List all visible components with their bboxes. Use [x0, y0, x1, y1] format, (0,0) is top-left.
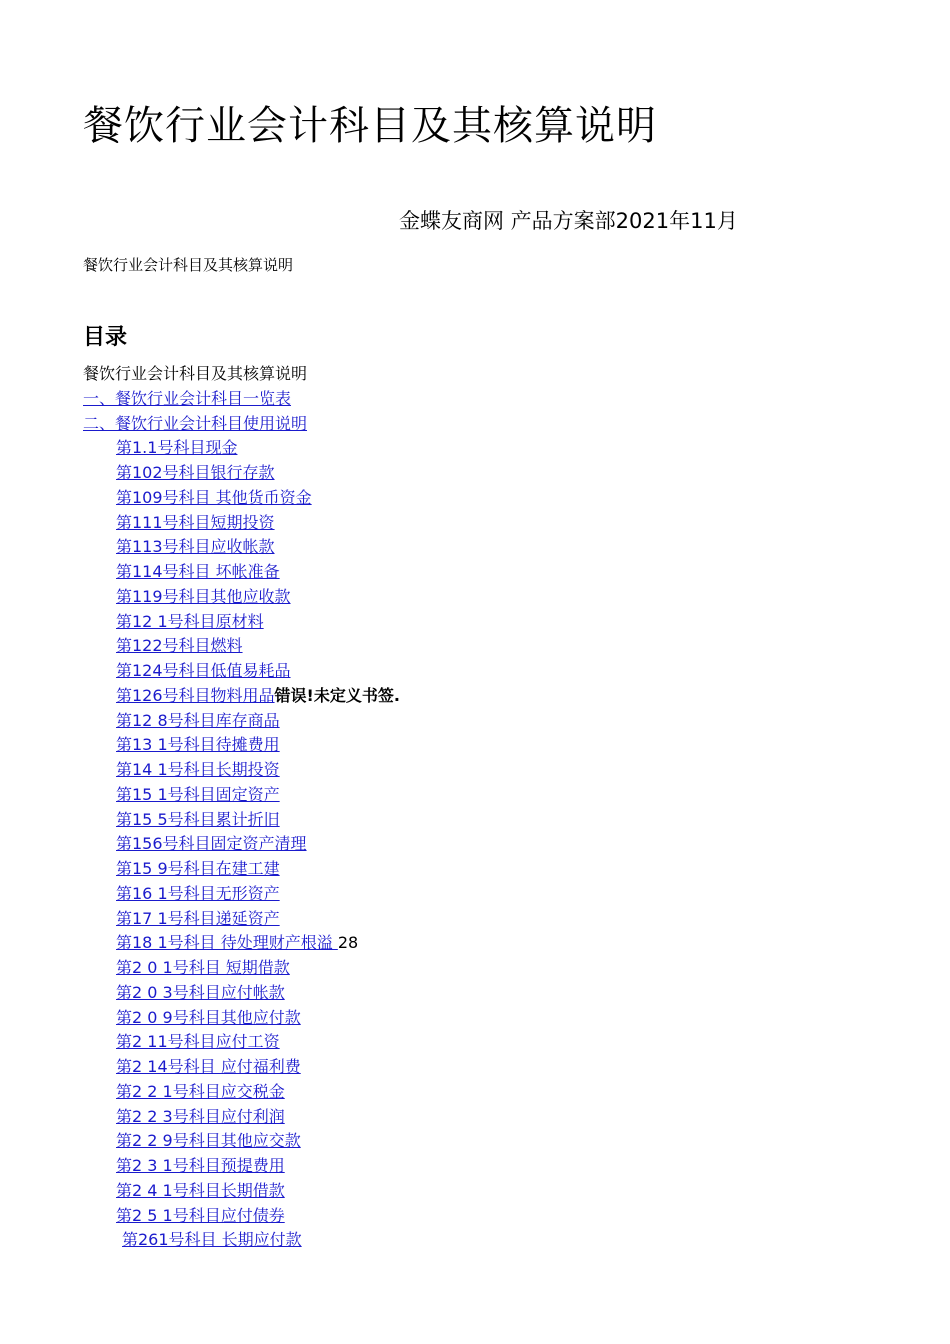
toc-link-156[interactable]: 第156号科目固定资产清理	[116, 834, 307, 854]
toc-link-section-1[interactable]: 一、餐饮行业会计科目一览表	[83, 388, 292, 408]
toc-link-223[interactable]: 第2 2 3号科目应付利润	[116, 1106, 285, 1126]
toc-link-251[interactable]: 第2 5 1号科目应付债券	[116, 1205, 285, 1225]
toc-link-122[interactable]: 第122号科目燃料	[116, 636, 243, 656]
toc-item[interactable]	[83, 783, 400, 808]
toc-root-entry: 餐饮行业会计科目及其核算说明	[83, 364, 308, 383]
toc-link-171[interactable]: 第17 1号科目递延资产	[116, 908, 280, 928]
toc-link-141[interactable]: 第14 1号科目长期投资	[116, 760, 280, 779]
toc-link-221[interactable]: 第2 2 1号科目应交税金	[116, 1081, 285, 1101]
toc-link-113[interactable]: 第113号科目应收帐款	[116, 537, 275, 557]
toc-link-155[interactable]: 第15 5号科目累计折旧	[116, 809, 280, 829]
document-subtitle: 餐饮行业会计科目及其核算说明	[83, 256, 294, 274]
toc-item[interactable]	[83, 808, 400, 833]
toc-item[interactable]	[83, 882, 400, 907]
toc-item[interactable]	[83, 832, 400, 857]
toc-link-121[interactable]: 第12 1号科目原材料	[116, 611, 264, 631]
toc-link-128[interactable]: 第12 8号科目库存商品	[116, 710, 280, 730]
toc-item[interactable]	[83, 461, 400, 486]
toc-link-119[interactable]: 第119号科目其他应收款	[116, 586, 291, 606]
bookmark-error-note: 错误!未定义书签.	[274, 685, 400, 705]
toc-item[interactable]	[83, 1204, 400, 1229]
toc-item[interactable]	[83, 659, 400, 684]
toc-item[interactable]	[83, 684, 400, 709]
toc-link-114[interactable]: 第114号科目 坏帐准备	[116, 562, 280, 581]
toc-item[interactable]	[83, 1006, 400, 1031]
toc-link-151[interactable]: 第15 1号科目固定资产	[116, 784, 280, 804]
author-date-line: 金蝶友商网 产品方案部2021年11月	[399, 209, 738, 233]
toc-link-section-2[interactable]: 二、餐饮行业会计科目使用说明	[83, 413, 308, 433]
toc-link-181[interactable]: 第18 1号科目 待处理财产根溢	[116, 933, 338, 953]
toc-link-209[interactable]: 第2 0 9号科目其他应付款	[116, 1007, 301, 1027]
toc-link-211[interactable]: 第2 11号科目应付工资	[116, 1032, 280, 1052]
toc-link-241[interactable]: 第2 4 1号科目长期借款	[116, 1180, 285, 1200]
toc-item[interactable]	[83, 981, 400, 1006]
toc-link-102[interactable]: 第102号科目银行存款	[116, 463, 275, 482]
toc-item[interactable]	[83, 709, 400, 734]
toc-item[interactable]	[83, 956, 400, 981]
toc-link-126[interactable]: 第126号科目物料用品	[116, 685, 275, 705]
toc-link-124[interactable]: 第124号科目低值易耗品	[116, 661, 291, 680]
toc-item[interactable]	[83, 585, 400, 610]
toc-link-231[interactable]: 第2 3 1号科目预提费用	[116, 1156, 285, 1175]
toc-item[interactable]	[83, 511, 400, 536]
table-of-contents	[83, 362, 400, 1253]
toc-link-159[interactable]: 第15 9号科目在建工建	[116, 859, 280, 878]
toc-item[interactable]	[83, 1129, 400, 1154]
toc-section-2[interactable]	[83, 412, 400, 437]
toc-link-214[interactable]: 第2 14号科目 应付福利费	[116, 1057, 301, 1076]
toc-item[interactable]	[83, 1154, 400, 1179]
toc-item[interactable]	[83, 733, 400, 758]
toc-item[interactable]	[83, 560, 400, 585]
toc-item[interactable]	[83, 857, 400, 882]
toc-item[interactable]	[83, 758, 400, 783]
toc-item[interactable]	[83, 1080, 400, 1105]
toc-item[interactable]	[83, 486, 400, 511]
toc-link-229[interactable]: 第2 2 9号科目其他应交款	[116, 1131, 301, 1151]
toc-item[interactable]	[83, 436, 400, 461]
toc-item[interactable]	[83, 931, 400, 956]
toc-link-261[interactable]: 第261号科目 长期应付款	[122, 1230, 302, 1250]
toc-link-161[interactable]: 第16 1号科目无形资产	[116, 883, 280, 903]
toc-item[interactable]	[83, 907, 400, 932]
toc-section-1[interactable]	[83, 387, 400, 412]
toc-item[interactable]	[83, 1055, 400, 1080]
page-number: 28	[337, 933, 359, 953]
toc-link-201[interactable]: 第2 0 1号科目 短期借款	[116, 958, 290, 977]
toc-link-203[interactable]: 第2 0 3号科目应付帐款	[116, 982, 285, 1002]
toc-link-101[interactable]: 第1.1号科目现金	[116, 438, 238, 458]
document-title: 餐饮行业会计科目及其核算说明	[83, 103, 657, 149]
toc-item[interactable]	[83, 610, 400, 635]
toc-link-111[interactable]: 第111号科目短期投资	[116, 512, 275, 532]
toc-link-109[interactable]: 第109号科目 其他货币资金	[116, 487, 312, 507]
toc-item[interactable]	[83, 1228, 400, 1253]
toc-item[interactable]	[83, 1179, 400, 1204]
toc-item[interactable]	[83, 1105, 400, 1130]
toc-item[interactable]	[83, 1030, 400, 1055]
toc-item[interactable]	[83, 634, 400, 659]
toc-item[interactable]	[83, 535, 400, 560]
toc-link-131[interactable]: 第13 1号科目待摊费用	[116, 735, 280, 755]
toc-heading: 目录	[83, 325, 128, 350]
